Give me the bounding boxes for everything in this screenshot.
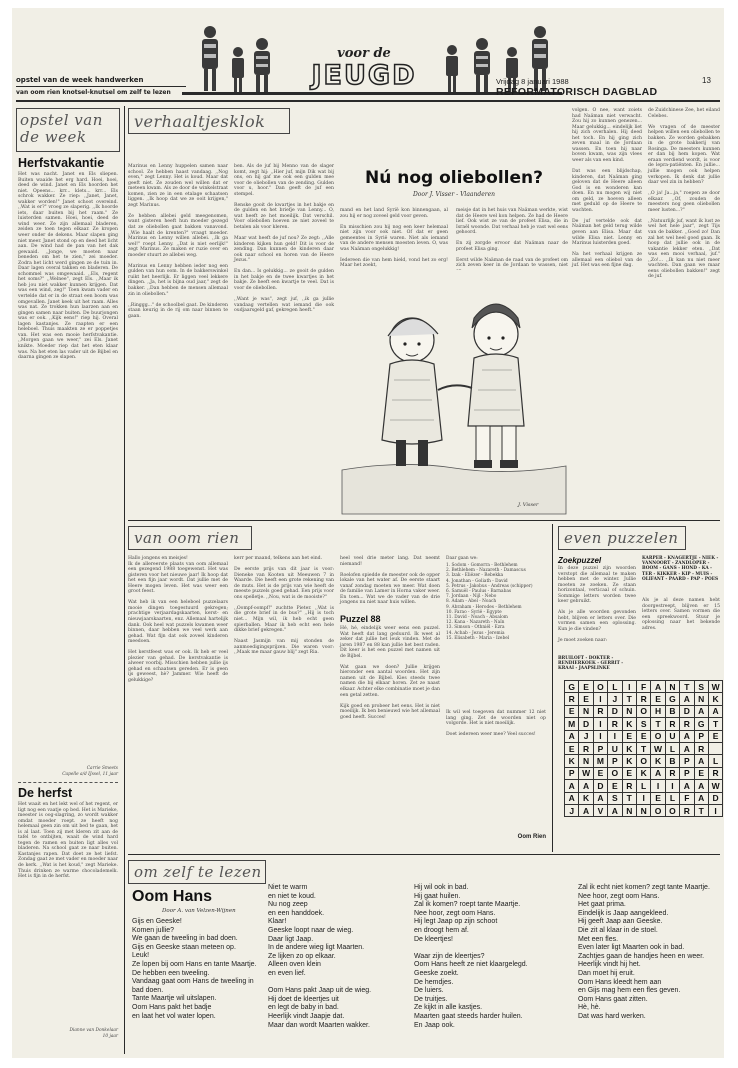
verhaal-col3: mand en het land Syrië kon binnengaan, al zou hij er nog zoveel geld voor geven. En misschien zou hij nog een keer helemaal niet zijn voor ook niet. Of dat er geen gemeentes in Syrië waren. Niet als iemand van de andere mensen moesten leven. O, was was Naäman ongelukkig! Iedereen die van hem hield, vond het zo erg! Maar het zoekt, (340, 208, 448, 269)
list-item: 12. Kana - Nazareth - Naïn (446, 620, 505, 626)
grid-cell[interactable]: N (622, 705, 636, 717)
opstel-author2: Dianne van Donkelaar (69, 1028, 118, 1033)
grid-cell[interactable]: E (608, 780, 622, 792)
grid-row (565, 755, 723, 767)
grid-cell[interactable]: N (579, 705, 593, 717)
verhaal-col1: Marinus en Lenny huppelen samen naar school. Ze hebben haast vandaag. ,,Nog even," zegt Lenny. Het is koud. Maar dat geeft niet. Ze zouden wel willen dat er meteen kwam. Als ze door de winkelstraat komen, zien ze in een etalage schaatsen liggen. ,,Ik hoop dat we ze ooit krijgen," zegt Marinus. Ze hebben allebei geld meegenomen, want gisteren heeft hun moeder gezegd dat ze oliebollen gaat bakken vanavond. ,,Wie haalt de krenten?" vraagt moeder. Marinus en Lenny willen allebei. ,,Ik ga wel!" roept Lenny. ,,Dat is niet eerlijk!" zegt Marinus. Ze maken er ruzie over en moeder stuurt ze allebei weg. Marinus en Lenny hebben ieder nog een gulden van hun oom. In de bakkerswinkel ruikt het heerlijk. Er liggen veel lekkere dingen. ,,Ja, het is bijna oud jaar," zegt de bakker. ,,Dan hebben de mensen allemaal zin in oliebollen." ,,Ringgg..." de schoolbel gaat. De kinderen staan keurig in de rij om naar binnen te gaan. (128, 164, 228, 319)
grid-cell[interactable]: A (565, 780, 579, 792)
grid-cell[interactable]: W (708, 780, 722, 792)
grid-cell[interactable]: K (636, 767, 650, 779)
header-nav-line2[interactable]: van oom rien knotsel-knutsel om zelf te lezen (16, 89, 171, 96)
grid-cell[interactable]: I (636, 792, 650, 804)
list-item: 9. Abraham - Herodes - Bethlehem (446, 604, 522, 610)
opstel-section-label: opstel van de week (20, 111, 103, 146)
grid-cell[interactable]: U (665, 730, 679, 742)
newspaper-name: REFORMATORISCH DAGBLAD (496, 86, 658, 98)
grid-cell[interactable]: F (680, 792, 694, 804)
list-item: 7. Jordaan - Nijl - Nebo (446, 594, 497, 600)
grid-cell[interactable]: G (565, 681, 579, 693)
grid-row (565, 792, 723, 804)
grid-cell[interactable]: T (708, 718, 722, 730)
zoekpuzzel-title: Zoekpuzzel (558, 556, 602, 565)
opstel-title: Herfstvakantie (18, 156, 105, 170)
verhaal-col5: volgen. O nee, want zoiets had Naäman niet verwacht. Zou hij zo kunnen genezen... Maar gelukkig... eindelijk liet hij zich overhalen. Hij deed het toch. En hij ging zich zeven maal in de Jordaan wassen. En toen hij naar boven kwam, was zijn vlees weer als van een kind. Dat was een blijdschap, kinderen, dat Naäman ging geloven dat de Heere alleen God is en wonderen kan doen. En nu mogen wij niet om geld, ze hoeven alleen met geduld op de Heere te wachten. De juf vertelde ook dat Naäman het geld terug wilde geven aan Elisa. Maar dat wilde Elisa niet. Lenny en Marinus luisterden goed. Na het verhaal krijgen ze allemaal een oliebol van de juf. Het was een fijne dag. (572, 108, 642, 269)
verhaal-col4: meisje dat in het huis van Naäman werkte, wist dat de Heere wel kon helpen. Ze had de Heere lief. Ook wist ze van de profeet Elisa, die in Israël woonde. Dat verhaal heb je vast wel eens gehoord. En zij zorgde ervoor dat Naäman naar de profeet Elisa ging. Eerst wilde Naäman de raad van de profeet om zich zeven keer in de Jordaan te wassen, niet (456, 208, 568, 269)
grid-cell[interactable]: A (694, 705, 708, 717)
oomrien-list-head: Daar gaan we: (446, 556, 478, 561)
grid-cell[interactable]: E (651, 693, 665, 705)
grid-cell[interactable]: L (708, 755, 722, 767)
list-item: 13. Simson - Othniël - Ezra (446, 625, 505, 631)
puzzel88-title: Puzzel 88 (340, 614, 381, 624)
grid-cell[interactable]: L (665, 792, 679, 804)
opstel-author1-place: Capelle a/d IJssel, 11 jaar (62, 772, 118, 777)
oom-hans-author: Door A. van Velzen-Wijnen (162, 908, 236, 914)
oom-hans-title: Oom Hans (132, 888, 213, 905)
grid-cell[interactable]: T (651, 718, 665, 730)
grid-cell[interactable]: A (565, 792, 579, 804)
grid-cell[interactable]: N (694, 693, 708, 705)
grid-cell[interactable]: K (651, 755, 665, 767)
oom-hans-col4: Zal ik echt niet komen? zegt tante Maartje. Nee hoor, zegt oom Hans. Het gaat prima. Eindelijk is Jaap aangekleed. Hij geeft Jaap aan Geeske. Die zit al klaar in de stoel. Met een fles. Even later ligt Maarten ook in bad. Zachtjes gaan de handjes heen en weer. Heerlijk vindt hij het. Dan moet hij eruit. Oom Hans kleedt hem aan en Gijs mag hem een fles geven. Oom Hans gaat zitten. Hè, hè. Dat was hard werken. (578, 884, 710, 1020)
grid-cell[interactable]: J (608, 693, 622, 705)
grid-cell[interactable]: R (579, 742, 593, 754)
grid-cell[interactable]: P (593, 742, 607, 754)
masthead-jeugd: JEUGD (311, 60, 417, 91)
grid-cell[interactable]: R (680, 718, 694, 730)
grid-cell[interactable]: O (636, 705, 650, 717)
grid-cell[interactable]: E (565, 742, 579, 754)
grid-cell[interactable]: O (593, 681, 607, 693)
grid-cell[interactable]: N (579, 755, 593, 767)
illustration-signature: J. Visser (518, 502, 539, 508)
grid-cell[interactable]: A (651, 681, 665, 693)
list-item: 1. Sodom - Gomorra - Bethlehem (446, 563, 518, 568)
grid-cell[interactable]: R (636, 693, 650, 705)
verhaal-col2: ben. Als de juf bij Menno van de slager komt, zegt hij: ,,Hier juf, mijn Dik wat bij ons, en hij gaf me ook een gulden mee voor de oliebollen van de zending. Gulden voor u, hoor." Dan geeft de juf een stempel. Renske gooit de kwartjes in het bakje en de gulden en het briefje van Lenny... O, wat heeft ze het moeilijk. Dat verschil. Voor oliebollen hoeven ze niet zoveel te betalen als voor kleren. Maar wat heeft de juf nou? Ze zegt: ,,Alle kinderen kijken hun geld! Dit is voor de zending. Dan kunnen de kinderen daar ook naar school en horen van de Heere Jezus." En dan... Is gelukkig... ze gooit de gulden in het bakje en de twee kwartjes in het bakje. Ze heeft een kwartje te veel. Dat is voor de oliebollen. ,,Want je was", zegt juf, ,,ik ga jullie vandaag vertellen wat iemand die ook oudjaarsgeld gaf, gekregen heeft." (234, 164, 334, 314)
word-search-grid[interactable] (564, 680, 723, 817)
grid-cell[interactable]: K (565, 755, 579, 767)
grid-row (565, 718, 723, 730)
list-item: 2. Bethlehem - Nazareth - Damascus (446, 568, 526, 574)
grid-cell[interactable]: A (680, 780, 694, 792)
grid-cell[interactable]: A (680, 742, 694, 754)
grid-cell[interactable]: E (636, 730, 650, 742)
grid-cell[interactable] (708, 742, 722, 754)
grid-cell[interactable]: A (579, 780, 593, 792)
grid-cell[interactable]: I (608, 730, 622, 742)
grid-row (565, 693, 723, 705)
grid-cell[interactable]: I (593, 730, 607, 742)
grid-cell[interactable]: K (622, 742, 636, 754)
grid-cell[interactable]: O (665, 804, 679, 816)
grid-cell[interactable]: O (651, 730, 665, 742)
grid-row (565, 780, 723, 792)
oom-hans-col2: Niet te warm en niet te koud. Nu nog zeep en een handdoek. Klaar! Geeske loopt naar de wieg. Daar ligt Jaap. In de andere wieg ligt Maarten. Ze lijken zo op elkaar. Alleen oven klein en even lief. Oom Hans pakt Jaap uit de wieg. Hij doet de kleertjes uit en legt de baby in bad. Heerlijk vindt Jaapje dat. Maar dan wordt Maarten wakker. (268, 884, 372, 1029)
grid-row (565, 804, 723, 816)
grid-cell[interactable]: K (708, 693, 722, 705)
grid-cell[interactable]: A (694, 780, 708, 792)
grid-cell[interactable]: O (651, 804, 665, 816)
issue-date: Vrijdag 8 januari 1988 (496, 77, 569, 86)
grid-cell[interactable]: I (708, 804, 722, 816)
grid-cell[interactable]: J (565, 804, 579, 816)
grid-cell[interactable]: H (651, 705, 665, 717)
grid-cell[interactable]: D (593, 780, 607, 792)
grid-cell[interactable]: S (636, 718, 650, 730)
grid-cell[interactable]: A (579, 804, 593, 816)
grid-cell[interactable]: M (565, 718, 579, 730)
grid-cell[interactable]: D (708, 792, 722, 804)
children-winter-illustration (342, 270, 566, 514)
grid-row (565, 767, 723, 779)
grid-cell[interactable]: W (651, 742, 665, 754)
oomrien-col3: heel veel drie meter lang. Dat neemt niemand! Roelofen spiedde de meester ook de opper lokale van het water af. De eerste staart vanaf zondag moeten we meer. Wat doen de familie van Lamer in Horna vaker weer. En toen... Wat we de vader van de drie jongens nu niet naar huis willen. (340, 556, 440, 606)
grid-cell[interactable]: E (622, 767, 636, 779)
grid-cell[interactable]: O (636, 755, 650, 767)
grid-cell[interactable]: I (593, 718, 607, 730)
grid-cell[interactable]: P (680, 767, 694, 779)
grid-cell[interactable]: E (694, 767, 708, 779)
grid-cell[interactable]: R (608, 718, 622, 730)
oomrien-col2: kerr per maand, telkens aan het eind. De eerste prijs van dit jaar is voor: Dieneke van Kooten uit Meeuwen 7 in Waarde. Die heeft een grote rekening van de muts. Het is de prijs van wie heeft de meeste puzzels goed gehad. Een prijs voor ons spelletje. ,,Nou, wat is de mooiste?" ,,Oompf-oompf!" zuchtte Pieter. ,,Wat is die grote brief in de bus?" ,,Hij is toch niet... Mijn wil, ik heb echt geen spierballen. Maar ik heb echt een hele dikke brief gekregen." Naast Jasmijn van mij stonden de aanmoedigingsprijzen. Die waren voor: ,,Maak me maar gauw blij" zegt Ria. (234, 556, 334, 656)
grid-row (565, 681, 723, 693)
verhaal-section-label: verhaaltjesklok (134, 112, 266, 131)
puzzelen-words-left: BRUILOFT - DOKTER - RENDIERKOEK - GERRIT - KRAAI - JAAPSLINKE (558, 656, 625, 672)
grid-cell[interactable]: R (708, 767, 722, 779)
masthead-voor-de: voor de (337, 46, 391, 61)
grid-cell[interactable]: A (694, 792, 708, 804)
list-item: 5. Petrus - Jakobus - Andreas (schipper) (446, 583, 533, 589)
grid-cell[interactable]: L (665, 742, 679, 754)
grid-cell[interactable]: E (565, 705, 579, 717)
opstel-body2: Het waait en het lekt wel of het regent, er ligt nog een vaatje op bed. Het is Marieke, meester is oog-slagring, zo wordt wakker omdat moeder roept. ze heeft nog helemaal geen zin om uit bed te gaan, het is al laat. Toen zij met kleren zit aan de tafel te ontbijten, waait de wind hard tegen de ramen en buiten ligt alles vol bladeren. Na school gaat ze naar buiten. Kastanjes rapen. Dat doet ze het liefst. Zondag gaat ze met vader en moeder naar de kerk. ,,Wat is het koud," zegt Marieke. Thuis drinken ze warme chocolademelk. Het is fijn in de herfst. (18, 802, 120, 880)
grid-cell[interactable]: R (665, 767, 679, 779)
puzzelen-words-right: KARPER - KNAGERTJE - NIEK - VANNOORT - ZANDLOPER - BOOM - GANS - HOND - KA - TER - KIKKER - KIP - MUIS - OLIFANT - PAARD - PAP - POES (642, 556, 720, 582)
grid-cell[interactable]: R (593, 705, 607, 717)
grid-cell[interactable]: J (579, 730, 593, 742)
grid-cell[interactable]: W (708, 681, 722, 693)
grid-cell[interactable]: V (593, 804, 607, 816)
grid-cell[interactable]: P (565, 767, 579, 779)
grid-cell[interactable]: K (579, 792, 593, 804)
list-item: 10. Farao - Syrië - Egypte (446, 609, 502, 615)
verhaal-col6: de Zuidchinese Zee, het eiland Celebes. We vragen of de meester helpen willen een oliebollen te bakken. Ze worden gebakken in de grote bakkerij van Rosinga. De meesters kunnen er dan bij hem kopen. Wat eraan verdiend wordt, is voor de lepra-patiënten. En jullie... jullie mogen ook helpen verkopen. Ik denk dat jullie daar wel zin in hebben? ,,O ja! Ja...ja," roepen ze door elkaar. ,,Of, zouden de meesters nog geen oliebollen meer lusten...?" ,,Natuurlijk juf, want ik lust ze wel het hele jaar", zegt Tijs van de bakker. ,,Goed zo! Dan zal het wel heel goed gaan. Ik hoop dat jullie ook in de vakantie lekker eten. ,,Dat was een mooi verhaal, juf." ,,Zo!... ,,Ik kan nu niet meer wachten. Dan gaan we maar eens oliebollen bakken!" zegt de juf. (648, 108, 720, 280)
grid-cell[interactable]: S (694, 681, 708, 693)
grid-cell[interactable]: T (622, 792, 636, 804)
oom-hans-col3: Hij wil ook in bad. Hij gaat huilen. Zal ik komen? roept tante Maartje. Nee hoor, zegt oom Hans. Hij legt Jaap op zijn schoot en droogt hem af. De kleertjes! Waar zijn de kleertjes? Oom Hans heeft ze niet klaargelegd. Geeske zoekt. De hemdjes. De luiers. De truitjes. Ze kijkt in alle kastjes. Maarten gaat steeds harder huilen. En Jaap ook. (414, 884, 528, 1029)
list-item: 8. Adam - Abel - Noach (446, 599, 497, 605)
verhaal-author: Door J. Visser - Vlaanderen (412, 191, 496, 198)
grid-cell[interactable]: W (579, 767, 593, 779)
grid-cell[interactable]: U (608, 742, 622, 754)
oomrien-list (446, 563, 550, 641)
puzzelen-note: Als je al deze namen hebt doorgestreept, blijven er 15 letters over. Samen vormen die een spreekwoord. Stuur je oplossing naar het bekende adres. (642, 598, 722, 631)
list-item: 6. Samuël - Paulus - Barnabas (446, 589, 512, 595)
grid-cell[interactable]: N (665, 681, 679, 693)
grid-cell[interactable]: D (608, 705, 622, 717)
grid-cell[interactable]: O (608, 767, 622, 779)
grid-cell[interactable]: K (622, 755, 636, 767)
grid-cell[interactable]: A (680, 693, 694, 705)
grid-cell[interactable]: B (665, 755, 679, 767)
grid-cell[interactable]: G (694, 718, 708, 730)
header-nav-line1[interactable]: opstel van de week handwerken (16, 76, 144, 84)
grid-cell[interactable]: P (680, 755, 694, 767)
grid-cell[interactable]: R (680, 804, 694, 816)
oomrien-section-label: van oom rien (134, 529, 240, 547)
grid-cell[interactable]: T (680, 681, 694, 693)
grid-cell[interactable]: A (694, 755, 708, 767)
grid-cell[interactable]: D (579, 718, 593, 730)
grid-cell[interactable]: A (651, 767, 665, 779)
list-item: 11. David - Noach - Absalom (446, 615, 508, 621)
grid-row (565, 742, 723, 754)
verhaal-title: Nú nog oliebollen? (365, 168, 543, 188)
grid-cell[interactable]: A (608, 804, 622, 816)
grid-cell[interactable]: A (680, 730, 694, 742)
grid-cell[interactable]: G (665, 693, 679, 705)
grid-cell[interactable]: A (708, 705, 722, 717)
grid-cell[interactable]: N (622, 804, 636, 816)
grid-cell[interactable]: R (694, 742, 708, 754)
grid-cell[interactable]: E (651, 792, 665, 804)
grid-cell[interactable]: F (636, 681, 650, 693)
grid-row (565, 705, 723, 717)
grid-cell[interactable]: R (665, 718, 679, 730)
grid-cell[interactable]: R (565, 693, 579, 705)
grid-row (565, 730, 723, 742)
grid-cell[interactable]: N (636, 804, 650, 816)
grid-cell[interactable]: A (565, 730, 579, 742)
opstel-author1: Carrie Smeets (86, 766, 118, 771)
page-number: 13 (702, 76, 711, 85)
grid-cell[interactable]: E (622, 730, 636, 742)
grid-cell[interactable]: T (694, 804, 708, 816)
opstel-body: Het was nacht. Janet en Els sliepen. Buiten waaide het erg hard. Hoei, hoei, deed de wind. Janet en Els hoorden het niet. Opeens... krr... klets... krr... Els schrok wakker. Ze riep: ,,Janet, Janet, wakker worden!" Janet schoot overeind. ,,Wat is er?" vroeg ze slaperig. ,,Ik hoorde iets, daar buiten bij het raam." Ze luisterden samen. Hoei, hoei, deed de wind weer. Ze zijn allemaal bladeren, zeiden ze toen tegen elkaar. Ze kropen weer onder de dekens. Maar slapen ging niet meer. Janet stond op en deed het licht aan. De wind had de pan van het dak gewaaid. ,,Jonge, we moeten naar beneden om het te zien," zei moeder. Zodra het licht werd gingen ze de tuin in. Daar lagen overal takken en bladeren. De schommel was omgewaaid. ,,Els, regent het soms?" ,,Welnee", zegt Els. ,,Maar ik heb jou niet wakker kunnen krijgen. Dat was een wind, zeg!" Toen kwam vader en vertelde dat er in de straat een boom was omgevallen. Janet keek uit het raam. Alles was nat. Ze trokken hun laarzen aan en gingen samen naar buiten. De buurjongen was er ook. ,,Kijk eens!" riep hij. Overal lagen kastanjes. Ze raapten er een heleboel. Thuis maakten ze er poppetjes van. Het was een mooie herfstvakantie. ,,Morgen gaan we weer," zei Els. Janet knikte. Moeder riep dat het eten klaar was. Na het eten las vader uit de Bijbel en daarna gingen ze slapen. (18, 172, 120, 361)
grid-cell[interactable]: T (636, 742, 650, 754)
grid-cell[interactable]: I (622, 681, 636, 693)
grid-cell[interactable]: K (622, 718, 636, 730)
oom-hans-col1: Gijs en Geeske! Komen jullie? We gaan de tweeling in bad doen. Gijs en Geeske staan meteen op. Leuk! Ze lopen bij oom Hans en tante Maartje. De hebben een tweeling. Vandaag gaat oom Hans de tweeling in bad doen. Tante Maartje wil uitslapen. Oom Hans pakt het badje en laat het vol water lopen. (132, 918, 257, 1020)
grid-cell[interactable]: I (651, 780, 665, 792)
list-item: 3. Izak - Eliëzer - Rebekka (446, 573, 504, 579)
grid-cell[interactable]: P (694, 730, 708, 742)
grid-cell[interactable]: E (593, 767, 607, 779)
grid-cell[interactable]: R (622, 780, 636, 792)
opstel-title2: De herfst (18, 786, 73, 800)
grid-cell[interactable]: E (579, 693, 593, 705)
list-item: 4. Jonathan - Goliath - David (446, 578, 508, 584)
opstel-author2-age: 10 jaar (102, 1034, 118, 1039)
oomrien-col4-tail: Ik wil wel toegeven dat nummer 12 niet lang ging. Zet de woorden niet op volgorde. Het is niet moeilijk. Doet iedereen weer mee? Veel succes! (446, 710, 546, 738)
grid-cell[interactable]: L (608, 681, 622, 693)
list-item: 15. Elisabeth - Maria - Izebel (446, 635, 510, 641)
grid-cell[interactable]: P (608, 755, 622, 767)
grid-cell[interactable]: L (636, 780, 650, 792)
list-item: 14. Achab - Jezus - Jeremia (446, 630, 505, 636)
grid-cell[interactable]: T (622, 693, 636, 705)
newspaper-page (12, 8, 724, 1058)
grid-cell[interactable]: I (593, 693, 607, 705)
zelf-section-label: om zelf te lezen (134, 863, 262, 881)
grid-cell[interactable]: E (708, 730, 722, 742)
oomrien-col3b: Hé, hé, eindelijk weer eens een puzzel. Wat heeft dat lang geduurd. Ik weet al zeker dat jullie het leuk vinden. Met de jaren 1987 en 88 kan jullie het best raden. Dit keer is het een puzzel met namen uit de Bijbel. Wat gaan we doen? Jullie krijgen hieronder een aantal woorden. Het zijn namen uit de Bijbel. Kies steeds twee namen die bij elkaar horen. Zet ze naast elkaar. Achter elke combinatie moet je dan een getal zetten. Kijk goed en probeer het eens. Het is niet moeilijk. Ik ben benieuwd wie het allemaal goed heeft. Succes! (340, 626, 440, 720)
grid-cell[interactable]: I (665, 780, 679, 792)
puzzelen-section-label: even puzzelen (564, 529, 679, 547)
grid-cell[interactable]: M (593, 755, 607, 767)
puzzelen-intro: In deze puzzel zijn woorden verstopt die allemaal te maken hebben met de winter. Jullie moeten ze zoeken. Ze staan horizontaal, verticaal of schuin. Sommige letters worden twee keer gebruikt. Als je alle woorden gevonden hebt, blijven er letters over. Die vormen samen een oplossing. Kun je die vinden? Je moet zoeken naar: (558, 566, 636, 644)
grid-cell[interactable]: A (593, 792, 607, 804)
grid-cell[interactable]: B (665, 705, 679, 717)
oomrien-signature: Oom Rien (517, 834, 546, 840)
grid-cell[interactable]: S (608, 792, 622, 804)
grid-cell[interactable]: D (680, 705, 694, 717)
grid-cell[interactable]: E (579, 681, 593, 693)
oomrien-col1: Hallo jongens en meisjes! Ik de allereerste plaats van oom allemaal een gezegend 1988 toegewenst. Het was gisteren voor het nieuwe jaar! Ik hoop dat het een fijn jaar wordt. Dat jullie met de Heere mogen leven. Het was weer een groot feest. Wat heb ik van een heleboel puzzelaars mooie dingen toegestuurd gekregen; prachtige verjaardagskaarten, kerst- en nieuwjaarskaarten, enz. Allemaal hartelijk dank. Ook heel wat puzzels kwamen weer binnen, daar hebben we veel werk aan gehad. Wat fijn dat ook zoveel kinderen meedoen. Het kerstfeest was er ook. Ik heb er veel plezier van gehad. De kerstvakantie is alweer voorbij. Misschien hebben jullie ijs gehad en schaatsen gereden. Er is geen ijs geweest, hè? Jammer. Wie heeft de gelukkige? (128, 556, 228, 684)
